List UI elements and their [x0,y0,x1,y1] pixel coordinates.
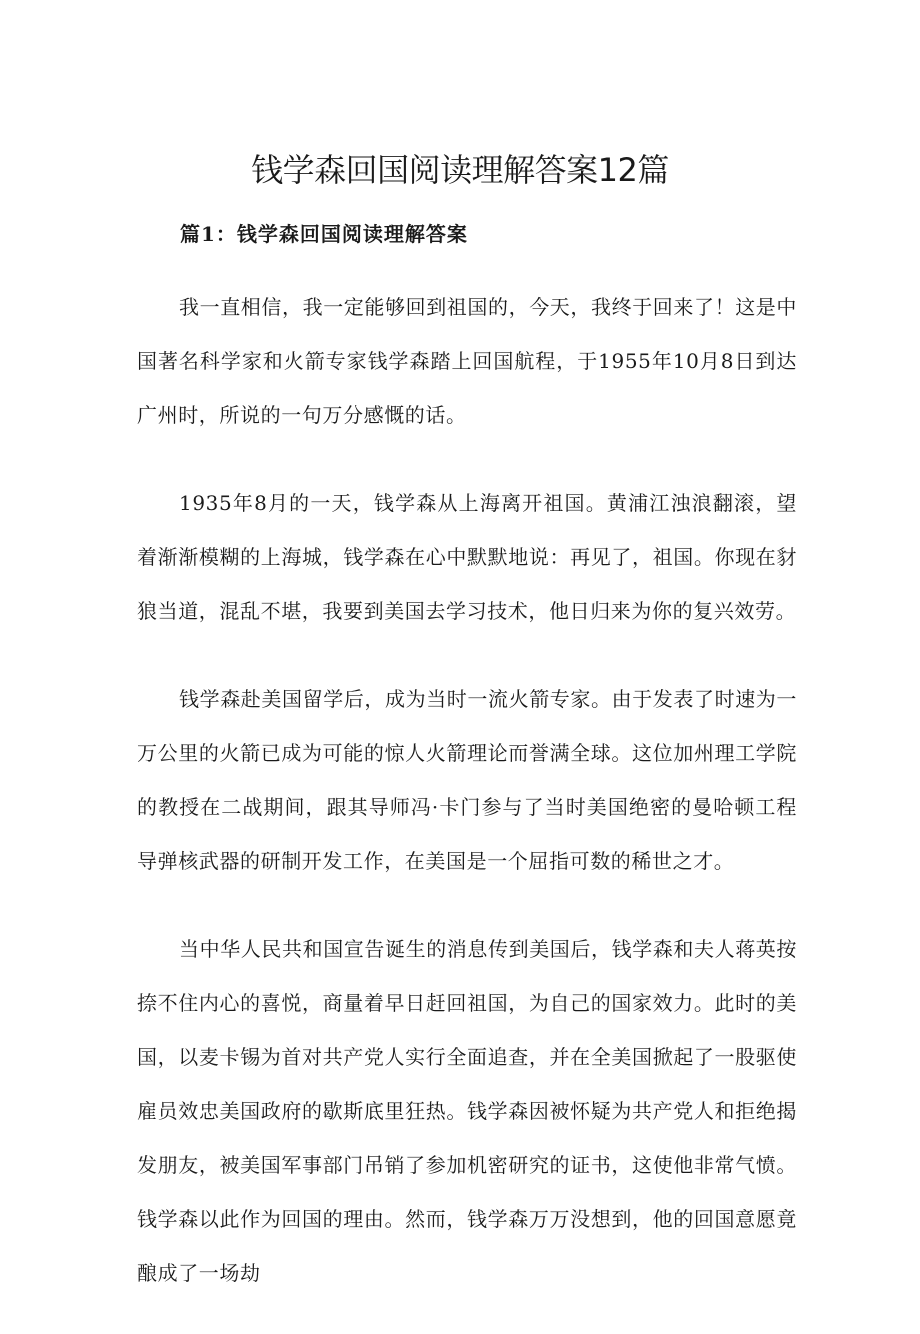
section-heading: 篇1：钱学森回国阅读理解答案 [180,222,468,246]
paragraph: 1935年8月的一天，钱学森从上海离开祖国。黄浦江浊浪翻滚，望着渐渐模糊的上海城，钱学森在心中默默地说：再见了，祖国。你现在豺狼当道，混乱不堪，我要到美国去学习技术，他日归来为你的复兴效劳。 [137,491,797,623]
document-title: 钱学森回国阅读理解答案12篇 [251,151,669,189]
paragraph: 我一直相信，我一定能够回到祖国的，今天，我终于回来了！这是中国著名科学家和火箭专家钱学森踏上回国航程，于1955年10月8日到达广州时，所说的一句万分感慨的话。 [137,295,797,427]
document-body [137,280,797,1334]
paragraph: 当中华人民共和国宣告诞生的消息传到美国后，钱学森和夫人蒋英按捺不住内心的喜悦，商量着早日赶回祖国，为自己的国家效力。此时的美国，以麦卡锡为首对共产党人实行全面追查，并在全美国掀起了一股驱使雇员效忠美国政府的歇斯底里狂热。钱学森因被怀疑为共产党人和拒绝揭发朋友，被美国军事部门吊销了参加机密研究的证书，这使他非常气愤。钱学森以此作为回国的理由。然而，钱学森万万没想到，他的回国意愿竟酿成了一场劫 [137,937,797,1285]
paragraph: 钱学森赴美国留学后，成为当时一流火箭专家。由于发表了时速为一万公里的火箭已成为可能的惊人火箭理论而誉满全球。这位加州理工学院的教授在二战期间，跟其导师冯·卡门参与了当时美国绝密的曼哈顿工程导弹核武器的研制开发工作，在美国是一个屈指可数的稀世之才。 [137,687,797,873]
